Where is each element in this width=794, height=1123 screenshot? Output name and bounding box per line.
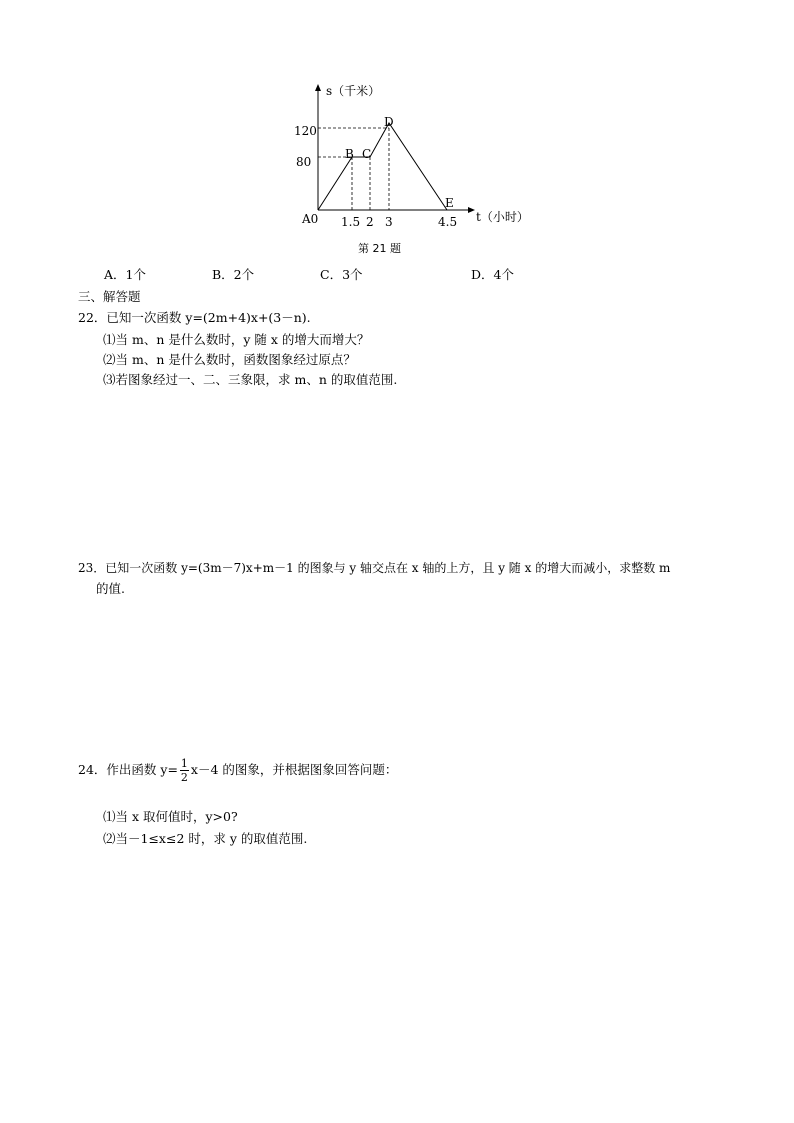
origin-label: A0 [302,212,319,226]
q24-fraction-numerator: 1 [180,757,188,770]
q24-fraction-denominator: 2 [180,771,188,784]
x-tick-3: 3 [385,215,393,229]
choice-a: A．1个 [104,267,146,282]
q23-line-2: 的值. [96,581,125,596]
choice-c: C．3个 [320,267,363,282]
figure-caption: 第 21 题 [358,242,401,255]
y-axis-arrow [315,84,321,91]
x-tick-2: 2 [366,215,374,229]
x-axis-label: t（小时） [476,210,529,224]
q23-line-1: 23．已知一次函数 y=(3m－7)x+m－1 的图象与 y 轴交点在 x 轴的上方，且 y 随 x 的增大而减小，求整数 m [78,561,671,575]
y-tick-120: 120 [294,124,317,138]
guide-lines [318,123,389,210]
q24-stem-suffix: x－4 的图象，并根据图象回答问题： [190,762,398,777]
point-label-e: E [445,196,454,210]
journey-path [318,123,447,210]
q24-fraction [180,758,189,783]
q22-stem: 22．已知一次函数 y=(2m+4)x+(3－n). [78,310,311,325]
point-label-b: B [345,147,354,161]
q24-part-2: ⑵当－1≤x≤2 时，求 y 的取值范围. [103,831,308,846]
y-axis-label: s（千米） [326,84,381,98]
q24-stem [78,758,397,783]
x-axis-arrow [468,207,475,213]
choice-b: B．2个 [212,267,255,282]
x-tick-1-5: 1.5 [341,215,361,229]
point-label-d: D [384,115,394,129]
q22-part-2: ⑵当 m、n 是什么数时，函数图象经过原点？ [103,352,356,367]
x-tick-4-5: 4.5 [438,215,458,229]
choice-d: D．4个 [471,267,514,282]
q22-part-1: ⑴当 m、n 是什么数时，y 随 x 的增大而增大？ [103,332,370,347]
distance-time-graph [290,80,540,255]
q22-part-3: ⑶若图象经过一、二、三象限，求 m、n 的取值范围. [103,372,398,387]
y-tick-80: 80 [296,155,312,169]
point-label-c: C [362,147,372,161]
section-title: 三、解答题 [78,289,141,304]
q24-part-1: ⑴当 x 取何值时，y>0? [103,809,238,824]
q24-stem-prefix: 24．作出函数 y= [78,762,178,777]
